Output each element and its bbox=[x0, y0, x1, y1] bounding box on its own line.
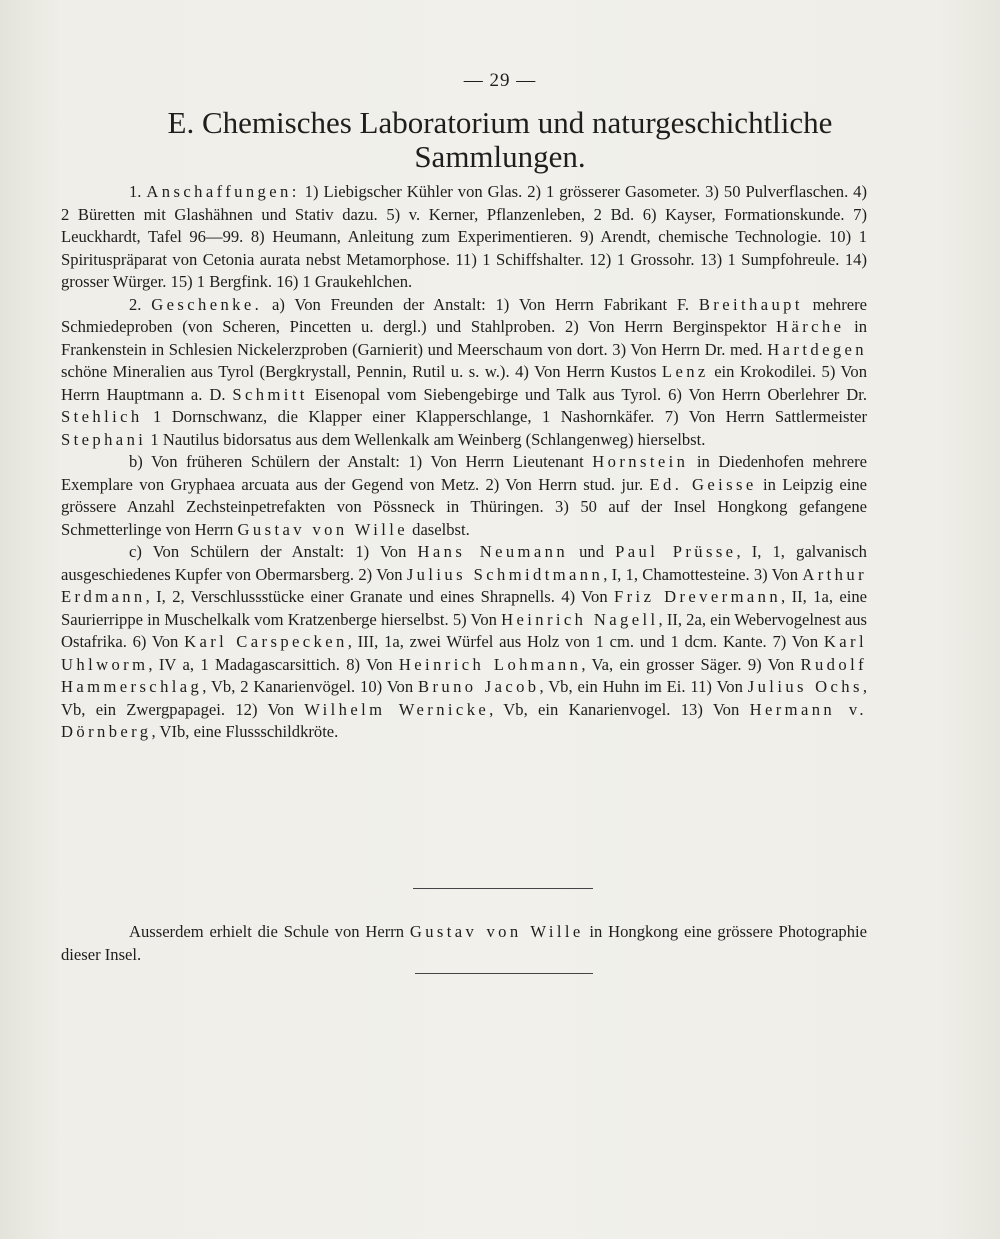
spaced-name: Heinrich Nagell bbox=[501, 609, 659, 629]
spaced-name: Gustav von Wille bbox=[237, 519, 408, 539]
text-run: ein Krokodilei. 5) Von Herrn Hauptmann a. D. bbox=[61, 362, 867, 404]
text-run: , VIb, eine Flussschildkröte. bbox=[151, 722, 339, 741]
spaced-name: Julius Schmidtmann bbox=[406, 564, 604, 584]
spaced-name: Härche bbox=[776, 317, 845, 336]
paragraph-closing bbox=[61, 921, 867, 966]
spaced-name: Hartdegen bbox=[767, 339, 867, 359]
text-run: , Vb, 2 Kanarienvögel. 10) Von bbox=[202, 677, 418, 696]
spaced-name: Hornstein bbox=[592, 452, 689, 471]
text-run: in Diedenhofen mehrere Exemplare von Gryphaea arcuata aus der Gegend von Metz. 2) Von Herrn stud. jur. bbox=[61, 452, 867, 494]
spaced-name: Arthur Erdmann bbox=[61, 564, 867, 606]
text-run: in Frankenstein in Schlesien Nickelerzproben (Garnierit) und Meerschaum von dort. 3) Von Herrn Dr. med. bbox=[61, 317, 867, 359]
spaced-name: Julius Ochs bbox=[747, 677, 863, 696]
text-run: , IV a, 1 Madagascarsittich. 8) Von bbox=[148, 654, 399, 674]
text-run: in Leipzig eine grössere Anzahl Zechsteinpetrefakten von Pössneck in Thüringen. 3) 50 auf der Insel Hongkong gefangene Schmetterlinge von Herrn bbox=[61, 474, 867, 539]
page-number: — 29 — bbox=[463, 70, 537, 91]
spaced-name: Stephani bbox=[61, 429, 147, 449]
text-run: , II, 2a, ein Webervogelnest aus Ostafrika. 6) Von bbox=[61, 609, 868, 651]
text-run: , II, 1a, eine Saurierrippe in Muschelkalk vom Kratzenberge hierselbst. 5) Von bbox=[61, 587, 867, 629]
paragraph-geschenke-b bbox=[61, 451, 867, 541]
spaced-name: Heinrich Lohmann bbox=[398, 654, 582, 674]
text-run: 1 Dornschwanz, die Klapper einer Klapperschlange, 1 Nashornkäfer. 7) Von Herrn Sattlermeister bbox=[142, 407, 867, 426]
text-run: in Hongkong eine grössere Photographie dieser Insel. bbox=[61, 922, 867, 964]
text-run: mehrere Schmiedeproben (von Scheren, Pincetten u. dergl.) und Stahlproben. 2) Von Herrn Berginspektor bbox=[61, 294, 868, 336]
spaced-heading: Geschenke. bbox=[151, 294, 263, 314]
text-run: , I, 2, Verschlussstücke einer Granate und eines Shrapnells. 4) Von bbox=[145, 587, 614, 606]
spaced-name: Karl Carspecken bbox=[184, 632, 348, 651]
text-run: b) Von früheren Schülern der Anstalt: 1) Von Herrn Lieutenant bbox=[129, 452, 593, 471]
spaced-name: Hermann v. Dörnberg bbox=[61, 699, 867, 741]
text-run: Eisenopal vom Siebengebirge und Talk aus Tyrol. 6) Von Herrn Oberlehrer Dr. bbox=[307, 384, 867, 404]
text-run: , Va, ein grosser Säger. 9) Von bbox=[581, 654, 801, 674]
text-run: 1. bbox=[129, 182, 147, 201]
text-run: a) Von Freunden der Anstalt: 1) Von Herrn Fabrikant F. bbox=[262, 294, 699, 314]
spaced-name: Schmitt bbox=[232, 384, 308, 404]
spaced-name: Lenz bbox=[661, 362, 709, 381]
spaced-name: Stehlich bbox=[61, 407, 143, 426]
spaced-name: Gustav von Wille bbox=[409, 922, 584, 941]
text-run: , Vb, ein Huhn im Ei. 11) Von bbox=[539, 677, 748, 696]
spaced-name: Paul Prüsse bbox=[615, 542, 737, 561]
spaced-name: Bruno Jacob bbox=[417, 677, 540, 696]
text-run: schöne Mineralien aus Tyrol (Bergkrystall, Pennin, Rutil u. s. w.). 4) Von Herrn Kustos bbox=[61, 362, 662, 381]
text-run: daselbst. bbox=[408, 519, 470, 539]
paragraph-anschaffungen bbox=[61, 181, 867, 294]
section-title: E. Chemisches Laboratorium und naturgeschichtliche Sammlungen. bbox=[167, 105, 833, 174]
spaced-heading: Anschaffungen: bbox=[146, 182, 300, 201]
text-run: , Vb, ein Zwergpapagei. 12) Von bbox=[61, 677, 867, 719]
text-run: , I, 1, Chamottesteine. 3) Von bbox=[603, 564, 803, 584]
spaced-name: Breithaupt bbox=[698, 294, 803, 314]
spaced-name: Friz Drevermann bbox=[614, 587, 782, 606]
spaced-name: Karl Uhlworm bbox=[61, 632, 867, 674]
divider-rule bbox=[415, 973, 593, 974]
text-run: c) Von Schülern der Anstalt: 1) Von bbox=[129, 542, 418, 561]
spaced-name: Ed. Geisse bbox=[649, 474, 757, 494]
spaced-name: Wilhelm Wernicke bbox=[304, 699, 490, 719]
spaced-name: Rudolf Hammerschlag bbox=[61, 654, 868, 696]
text-run: , Vb, ein Kanarienvogel. 13) Von bbox=[489, 699, 750, 719]
divider-rule bbox=[413, 888, 593, 889]
text-run: 2. bbox=[129, 294, 152, 314]
text-run: , I, 1, galvanisch ausgeschiedenes Kupfer von Obermarsberg. 2) Von bbox=[61, 542, 867, 584]
body-text bbox=[61, 181, 867, 744]
paragraph-geschenke-a bbox=[61, 294, 867, 452]
text-run: 1 Nautilus bidorsatus aus dem Wellenkalk am Weinberg (Schlangenweg) hierselbst. bbox=[146, 429, 706, 449]
text-run: und bbox=[568, 542, 616, 561]
text-run: Ausserdem erhielt die Schule von Herrn bbox=[129, 922, 410, 941]
spaced-name: Hans Neumann bbox=[417, 542, 569, 561]
text-run: 1) Liebigscher Kühler von Glas. 2) 1 grösserer Gasometer. 3) 50 Pulverflaschen. 4) 2 Büretten mit Glashähnen und Stativ dazu. 5) v. Kerner, Pflanzenleben, 2 Bd. 6) Kayser, Formationskunde. 7) Leuckhardt, Tafel 96—99. 8) Heumann, Anleitung zum Experimentieren. 9) Arendt, chemische Technologie. 10) 1 Spirituspräparat von Cetonia aurata nebst Metamorphose. 11) 1 Schiffshalter. 12) 1 Grossohr. 13) 1 Sumpfohreule. 14) grosser Würger. 15) 1 Bergfink. 16) 1 Graukehlchen. bbox=[61, 182, 868, 291]
text-run: , III, 1a, zwei Würfel aus Holz von 1 cm. und 1 dcm. Kante. 7) Von bbox=[347, 632, 824, 651]
paragraph-geschenke-c bbox=[61, 541, 867, 744]
